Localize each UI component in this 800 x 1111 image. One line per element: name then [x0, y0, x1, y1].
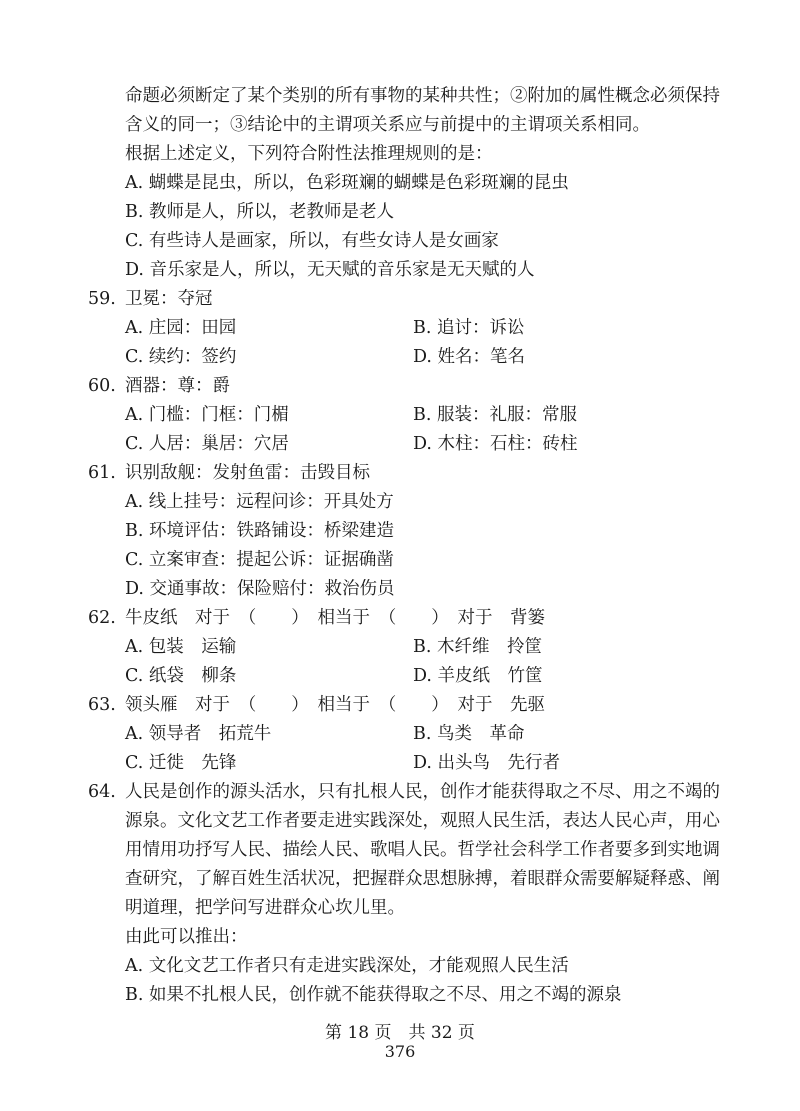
q64-passage-line-5: 明道理，把学问写进群众心坎儿里。 — [125, 898, 405, 918]
intro-line-2: 含义的同一；③结论中的主谓项关系应与前提中的主谓项关系相同。 — [125, 115, 650, 135]
q61-option-c: C. 立案审查：提起公诉：证据确凿 — [125, 550, 394, 570]
q64-passage-line-4: 查研究，了解百姓生活状况，把握群众思想脉搏，着眼群众需要解疑释惑、阐 — [125, 869, 720, 889]
question-number-63: 63. — [88, 695, 116, 715]
q64-passage-line-3: 用情用功抒写人民、描绘人民、歌唱人民。哲学社会科学工作者要多到实地调 — [125, 840, 720, 860]
q62-option-c: C. 纸袋 柳条 — [125, 666, 237, 686]
q64-option-a: A. 文化文艺工作者只有走进实践深处，才能观照人民生活 — [125, 956, 569, 976]
q60-option-a: A. 门槛：门框：门楣 — [125, 405, 289, 425]
q59-option-d: D. 姓名：笔名 — [413, 347, 526, 367]
q59-option-a: A. 庄园：田园 — [125, 318, 237, 338]
page-indicator: 第 18 页 共 32 页 — [325, 1023, 475, 1043]
question-number-60: 60. — [88, 376, 116, 396]
intro-option-b: B. 教师是人，所以，老教师是老人 — [125, 202, 394, 222]
intro-option-a: A. 蝴蝶是昆虫，所以，色彩斑斓的蝴蝶是色彩斑斓的昆虫 — [125, 173, 569, 193]
q63-option-b: B. 鸟类 革命 — [413, 724, 525, 744]
question-stem-59: 卫冕：夺冠 — [125, 289, 213, 309]
question-number-64: 64. — [88, 782, 116, 802]
q61-option-a: A. 线上挂号：远程问诊：开具处方 — [125, 492, 394, 512]
q60-option-b: B. 服装：礼服：常服 — [413, 405, 577, 425]
q63-option-d: D. 出头鸟 先行者 — [413, 753, 561, 773]
q60-option-d: D. 木柱：石柱：砖柱 — [413, 434, 578, 454]
q64-passage-line-2: 源泉。文化文艺工作者要走进实践深处，观照人民生活，表达人民心声，用心 — [125, 811, 720, 831]
question-stem-63: 领头雁 对于 （ ） 相当于 （ ） 对于 先驱 — [125, 695, 545, 715]
q64-option-b: B. 如果不扎根人民，创作就不能获得取之不尽、用之不竭的源泉 — [125, 985, 622, 1005]
q64-passage-line-1: 人民是创作的源头活水，只有扎根人民，创作才能获得取之不尽、用之不竭的 — [125, 782, 720, 802]
q60-option-c: C. 人居：巢居：穴居 — [125, 434, 289, 454]
q59-option-c: C. 续约：签约 — [125, 347, 237, 367]
q62-option-d: D. 羊皮纸 竹筐 — [413, 666, 543, 686]
intro-line-1: 命题必须断定了某个类别的所有事物的某种共性；②附加的属性概念必须保持 — [125, 86, 720, 106]
question-number-61: 61. — [88, 463, 116, 483]
intro-option-d: D. 音乐家是人，所以，无天赋的音乐家是无天赋的人 — [125, 260, 535, 280]
q61-option-d: D. 交通事故：保险赔付：救治伤员 — [125, 579, 395, 599]
question-number-62: 62. — [88, 608, 116, 628]
question-stem-62: 牛皮纸 对于 （ ） 相当于 （ ） 对于 背篓 — [125, 608, 545, 628]
question-stem-60: 酒器：尊：爵 — [125, 376, 230, 396]
q62-option-a: A. 包装 运输 — [125, 637, 237, 657]
q59-option-b: B. 追讨：诉讼 — [413, 318, 525, 338]
intro-option-c: C. 有些诗人是画家，所以，有些女诗人是女画家 — [125, 231, 499, 251]
q63-option-c: C. 迁徙 先锋 — [125, 753, 237, 773]
page-number: 376 — [384, 1042, 416, 1061]
question-stem-61: 识别敌舰：发射鱼雷：击毁目标 — [125, 463, 370, 483]
intro-prompt: 根据上述定义，下列符合附性法推理规则的是： — [125, 144, 493, 164]
q62-option-b: B. 木纤维 拎筐 — [413, 637, 542, 657]
q64-prompt: 由此可以推出： — [125, 927, 248, 947]
question-number-59: 59. — [88, 289, 116, 309]
q61-option-b: B. 环境评估：铁路铺设：桥梁建造 — [125, 521, 394, 541]
q63-option-a: A. 领导者 拓荒牛 — [125, 724, 272, 744]
